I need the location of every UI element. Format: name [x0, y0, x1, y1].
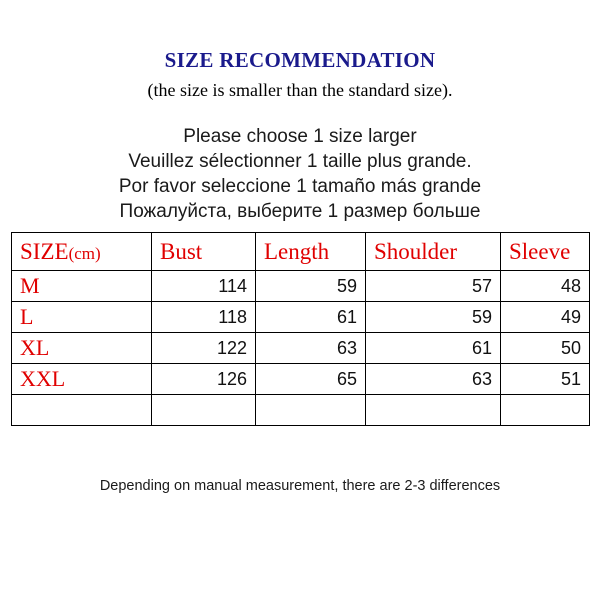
advice-line-ru: Пожалуйста, выберите 1 размер больше — [119, 201, 481, 222]
advice-line-fr: Veuillez sélectionner 1 taille plus grande. — [128, 151, 472, 172]
measurement-footnote: Depending on manual measurement, there are 2-3 differences — [99, 478, 501, 494]
column-header-size-label: SIZE — [20, 238, 69, 264]
table-row — [12, 333, 590, 364]
page-subtitle: (the size is smaller than the standard size). — [147, 80, 453, 100]
row-size-label: M — [12, 271, 152, 302]
column-header-sleeve: Sleeve — [501, 233, 590, 271]
column-header-length: Length — [256, 233, 366, 271]
empty-cell — [152, 395, 256, 426]
row-size-label: L — [12, 302, 152, 333]
row-bust-value: 126 — [152, 364, 256, 395]
row-length-value: 65 — [256, 364, 366, 395]
size-table — [11, 232, 590, 426]
size-table-body — [12, 271, 590, 426]
size-table-header — [12, 233, 590, 271]
advice-line-es: Por favor seleccione 1 tamaño más grande — [118, 176, 482, 197]
page-title: SIZE RECOMMENDATION — [164, 48, 436, 72]
row-size-label: XL — [12, 333, 152, 364]
row-sleeve-value: 50 — [501, 333, 590, 364]
empty-cell — [501, 395, 590, 426]
row-sleeve-value: 51 — [501, 364, 590, 395]
row-shoulder-value: 63 — [366, 364, 501, 395]
row-bust-value: 118 — [152, 302, 256, 333]
empty-cell — [12, 395, 152, 426]
row-shoulder-value: 57 — [366, 271, 501, 302]
advice-line-en: Please choose 1 size larger — [183, 126, 417, 147]
row-length-value: 63 — [256, 333, 366, 364]
table-row — [12, 302, 590, 333]
row-sleeve-value: 49 — [501, 302, 590, 333]
column-header-size — [12, 233, 152, 271]
empty-cell — [256, 395, 366, 426]
table-row — [12, 364, 590, 395]
empty-cell — [366, 395, 501, 426]
row-shoulder-value: 59 — [366, 302, 501, 333]
row-bust-value: 114 — [152, 271, 256, 302]
row-length-value: 61 — [256, 302, 366, 333]
row-bust-value: 122 — [152, 333, 256, 364]
table-row-empty — [12, 395, 590, 426]
row-shoulder-value: 61 — [366, 333, 501, 364]
row-sleeve-value: 48 — [501, 271, 590, 302]
row-size-label: XXL — [12, 364, 152, 395]
size-advice-block — [0, 124, 600, 224]
column-header-size-unit: (cm) — [68, 243, 101, 263]
column-header-bust: Bust — [152, 233, 256, 271]
row-length-value: 59 — [256, 271, 366, 302]
table-header-row — [12, 233, 590, 271]
table-row — [12, 271, 590, 302]
column-header-shoulder: Shoulder — [366, 233, 501, 271]
